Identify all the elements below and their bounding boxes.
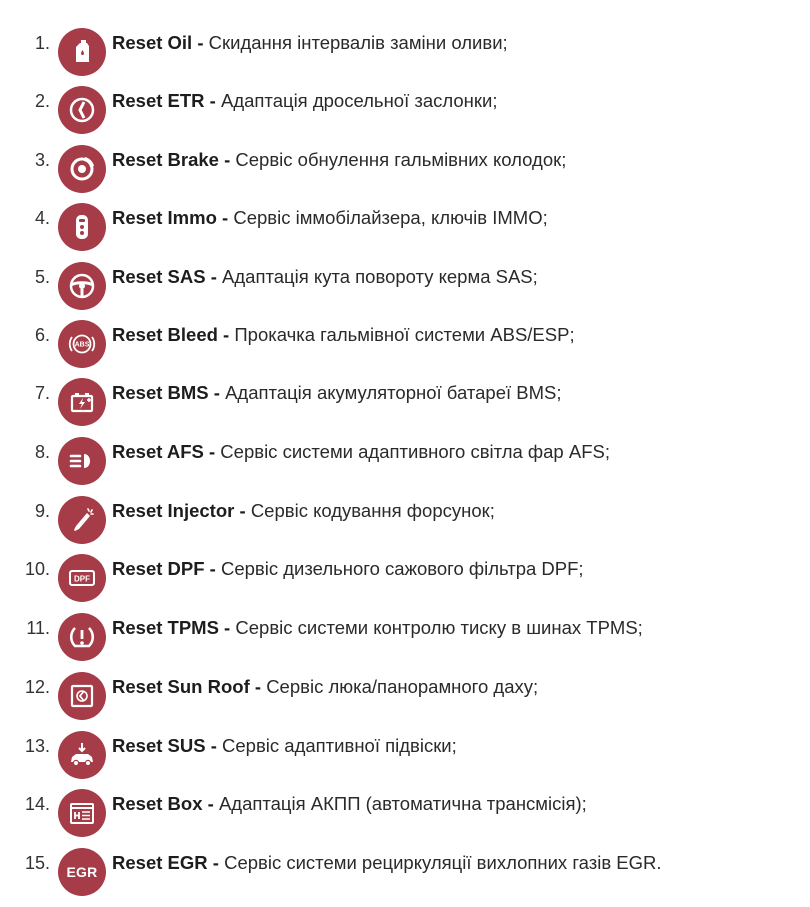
item-title: Reset ETR [112,90,205,111]
list-item [0,673,810,731]
item-number: 2. [34,91,50,111]
car-key-icon [58,203,106,251]
item-text [112,673,538,701]
item-separator: - [218,149,236,170]
item-text [112,263,538,291]
item-text [112,497,495,525]
item-separator: - [208,382,226,403]
item-description: Сервіс системи рециркуляції вихлопних газів EGR. [224,852,662,873]
item-number: 11. [26,618,50,638]
item-title: Reset DPF [112,558,205,579]
item-title: Reset AFS [112,441,204,462]
item-title: Reset Sun Roof [112,676,250,697]
list-item [0,321,810,379]
item-description: Адаптація кута повороту керма SAS; [222,266,538,287]
item-text [112,321,575,349]
item-title: Reset TPMS [112,617,219,638]
item-separator: - [217,324,235,345]
egr-icon [58,848,106,896]
item-number: 4. [34,208,50,228]
item-title: Reset Oil [112,32,193,53]
list-item [0,732,810,790]
suspension-icon [58,731,106,779]
list-item [0,379,810,437]
list-item [0,204,810,262]
item-title: Reset Brake [112,149,219,170]
item-text [112,732,457,760]
item-description: Сервіс системи адаптивного світла фар AFS; [220,441,610,462]
item-text [112,87,497,115]
item-description: Сервіс системи контролю тиску в шинах TPMS; [235,617,643,638]
item-text [112,614,643,642]
list-item [0,263,810,321]
list-item [0,790,810,848]
item-number: 13. [24,736,50,756]
steering-wheel-icon [58,262,106,310]
item-separator: - [218,617,236,638]
item-number: 15. [24,853,50,873]
item-number: 12. [24,677,50,697]
item-separator: - [216,207,234,228]
dpf-label: DPF [74,574,90,584]
item-title: Reset Bleed [112,324,218,345]
item-separator: - [249,676,267,697]
item-text [112,146,566,174]
item-text [112,438,610,466]
item-text [112,204,548,232]
item-separator: - [192,32,209,53]
item-description: Адаптація АКПП (автоматична трансмісія); [218,793,587,814]
list-item [0,438,810,496]
item-description: Прокачка гальмівної системи ABS/ESP; [234,324,575,345]
item-description: Сервіс адаптивної підвіски; [222,735,457,756]
item-description: Адаптація дросельної заслонки; [220,90,498,111]
item-description: Сервіс іммобілайзера, ключів IMMO; [233,207,548,228]
item-number: 8. [34,442,50,462]
item-title: Reset Immo [112,207,217,228]
item-separator: - [204,90,221,111]
item-title: Reset SUS [112,735,206,756]
item-text [112,29,508,57]
item-description: Сервіс обнулення гальмівних колодок; [235,149,567,170]
sunroof-icon [58,672,106,720]
list-item [0,614,810,672]
item-description: Сервіс люка/панорамного даху; [266,676,539,697]
battery-icon [58,378,106,426]
brake-disc-icon [58,145,106,193]
abs-icon [58,320,106,368]
item-number: 14. [24,794,50,814]
list-item [0,555,810,613]
list-item [0,87,810,145]
injector-icon [58,496,106,544]
item-description: Скидання інтервалів заміни оливи; [208,32,508,53]
item-description: Адаптація акумуляторної батареї BMS; [225,382,562,403]
gearbox-icon [58,789,106,837]
item-text [112,790,587,818]
headlight-icon [58,437,106,485]
item-title: Reset Injector [112,500,235,521]
item-title: Reset Box [112,793,203,814]
item-number: 10. [24,559,50,579]
item-title: Reset EGR [112,852,208,873]
throttle-icon [58,86,106,134]
egr-label: EGR [66,864,98,880]
tpms-icon [58,613,106,661]
item-separator: - [202,793,219,814]
abs-label: ABS [74,341,90,349]
item-text [112,849,662,877]
item-text [112,555,584,583]
list-item [0,849,810,907]
item-separator: - [205,735,223,756]
item-separator: - [204,558,221,579]
item-description: Сервіс дизельного сажового фільтра DPF; [220,558,584,579]
item-number: 5. [34,267,50,287]
item-text [112,379,562,407]
item-number: 3. [34,150,50,170]
item-separator: - [203,441,221,462]
list-item [0,146,810,204]
oil-can-icon [58,28,106,76]
item-number: 6. [34,325,50,345]
item-separator: - [207,852,225,873]
item-number: 9. [34,501,50,521]
dpf-icon [58,554,106,602]
item-separator: - [234,500,251,521]
item-title: Reset SAS [112,266,206,287]
item-description: Сервіс кодування форсунок; [250,500,495,521]
item-separator: - [205,266,223,287]
list-item [0,29,810,87]
item-number: 7. [34,383,50,403]
item-title: Reset BMS [112,382,209,403]
item-number: 1. [34,33,50,53]
list-item [0,497,810,555]
